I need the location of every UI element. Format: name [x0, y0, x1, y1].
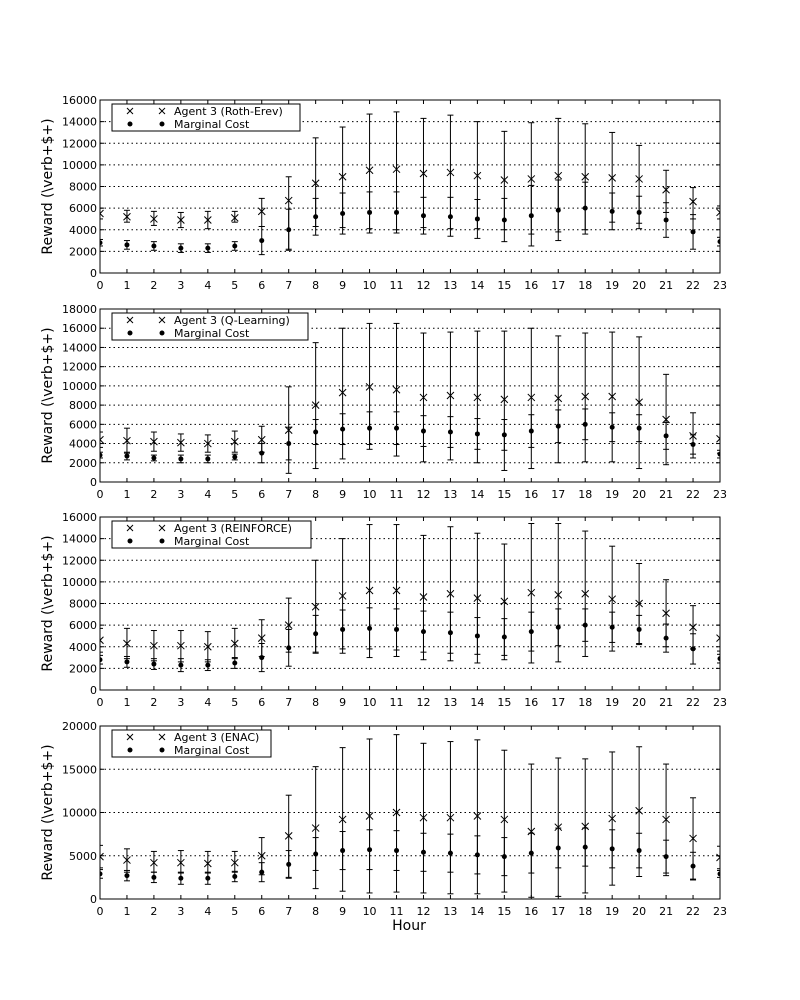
- data-point-dot: [259, 238, 264, 243]
- data-point-dot: [178, 456, 183, 461]
- data-point-dot: [178, 246, 183, 251]
- series-marginal-cost: [97, 608, 723, 672]
- data-point-dot: [718, 452, 723, 457]
- x-tick-label: 18: [578, 696, 593, 709]
- legend-dot-marker: [160, 331, 165, 336]
- data-point-dot: [98, 657, 103, 662]
- legend-dot-marker: [128, 539, 133, 544]
- y-tick-label: 4000: [69, 223, 97, 237]
- x-tick-label: 12: [416, 696, 431, 709]
- data-point-dot: [556, 424, 561, 429]
- y-tick-label: 2000: [69, 245, 97, 259]
- data-point-dot: [529, 213, 534, 218]
- x-tick-label: 8: [312, 696, 320, 709]
- legend-label: Agent 3 (REINFORCE): [174, 522, 292, 535]
- x-tick-label: 4: [204, 488, 212, 501]
- x-tick-label: 0: [96, 905, 104, 918]
- x-tick-label: 6: [258, 279, 266, 292]
- x-tick-label: 2: [150, 696, 158, 709]
- data-point-dot: [637, 210, 642, 215]
- x-tick-label: 19: [605, 488, 620, 501]
- data-point-dot: [98, 453, 103, 458]
- data-point-dot: [205, 663, 210, 668]
- data-point-dot: [475, 633, 480, 638]
- data-point-dot: [232, 243, 237, 248]
- data-point-dot: [664, 218, 669, 223]
- data-point-dot: [421, 850, 426, 855]
- y-tick-label: 2000: [69, 662, 97, 676]
- y-tick-label: 8000: [69, 597, 97, 611]
- data-point-dot: [394, 848, 399, 853]
- x-tick-label: 20: [632, 905, 647, 918]
- x-tick-label: 9: [339, 488, 347, 501]
- x-tick-label: 19: [605, 905, 620, 918]
- x-tick-label: 21: [659, 905, 674, 918]
- legend-label: Marginal Cost: [174, 118, 250, 131]
- x-tick-label: 11: [389, 905, 404, 918]
- y-tick-label: 4000: [69, 437, 97, 451]
- legend-label: Agent 3 (ENAC): [174, 731, 260, 744]
- data-point-dot: [421, 213, 426, 218]
- x-tick-label: 13: [443, 696, 458, 709]
- x-tick-label: 14: [470, 696, 485, 709]
- legend-dot-marker: [160, 122, 165, 127]
- x-tick-label: 12: [416, 905, 431, 918]
- data-point-dot: [448, 430, 453, 435]
- x-tick-label: 7: [285, 279, 293, 292]
- x-tick-label: 16: [524, 279, 539, 292]
- data-point-dot: [556, 845, 561, 850]
- y-tick-label: 12000: [62, 137, 97, 151]
- data-point-dot: [475, 216, 480, 221]
- x-tick-label: 21: [659, 279, 674, 292]
- data-point-dot: [583, 206, 588, 211]
- data-point-dot: [313, 214, 318, 219]
- data-point-dot: [313, 852, 318, 857]
- y-tick-label: 10000: [62, 379, 97, 393]
- x-tick-label: 2: [150, 488, 158, 501]
- data-point-dot: [421, 429, 426, 434]
- x-tick-label: 15: [497, 696, 512, 709]
- legend: [112, 104, 300, 131]
- x-tick-label: 15: [497, 905, 512, 918]
- x-tick-label: 3: [177, 696, 185, 709]
- x-tick-label: 20: [632, 488, 647, 501]
- x-tick-label: 4: [204, 279, 212, 292]
- data-point-dot: [313, 430, 318, 435]
- y-tick-label: 10000: [62, 158, 97, 172]
- x-tick-label: 23: [713, 696, 727, 709]
- data-point-dot: [502, 432, 507, 437]
- data-point-dot: [259, 870, 264, 875]
- data-point-dot: [340, 848, 345, 853]
- x-tick-label: 22: [686, 279, 701, 292]
- series-marginal-cost: [97, 180, 723, 255]
- data-point-dot: [98, 240, 103, 245]
- data-point-dot: [691, 864, 696, 869]
- data-point-dot: [448, 214, 453, 219]
- data-point-dot: [124, 454, 129, 459]
- x-tick-label: 0: [96, 279, 104, 292]
- data-point-dot: [691, 229, 696, 234]
- data-point-dot: [529, 851, 534, 856]
- data-point-dot: [637, 848, 642, 853]
- data-point-dot: [340, 427, 345, 432]
- y-tick-label: 6000: [69, 619, 97, 633]
- legend-label: Marginal Cost: [174, 535, 250, 548]
- y-tick-label: 6000: [69, 418, 97, 432]
- x-tick-label: 20: [632, 279, 647, 292]
- x-tick-label: 23: [713, 488, 727, 501]
- x-tick-label: 3: [177, 279, 185, 292]
- series-agent: [97, 112, 724, 249]
- y-tick-label: 16000: [62, 511, 97, 524]
- y-tick-label: 16000: [62, 94, 97, 107]
- x-tick-label: 9: [339, 696, 347, 709]
- y-tick-label: 10000: [62, 575, 97, 589]
- data-point-dot: [637, 426, 642, 431]
- data-point-dot: [313, 631, 318, 636]
- data-point-dot: [286, 862, 291, 867]
- data-point-dot: [232, 874, 237, 879]
- data-point-dot: [664, 433, 669, 438]
- data-point-dot: [286, 441, 291, 446]
- data-point-dot: [205, 456, 210, 461]
- x-tick-label: 14: [470, 488, 485, 501]
- data-point-dot: [421, 629, 426, 634]
- legend-dot-marker: [128, 331, 133, 336]
- y-tick-label: 0: [90, 893, 97, 906]
- x-tick-label: 0: [96, 488, 104, 501]
- legend-label: Agent 3 (Roth-Erev): [174, 105, 283, 118]
- data-point-dot: [205, 246, 210, 251]
- x-tick-label: 10: [362, 905, 377, 918]
- x-tick-label: 16: [524, 488, 539, 501]
- data-point-dot: [124, 659, 129, 664]
- x-tick-label: 20: [632, 696, 647, 709]
- x-tick-label: 17: [551, 488, 566, 501]
- legend: [112, 313, 308, 340]
- y-tick-label: 14000: [62, 115, 97, 129]
- x-tick-label: 19: [605, 279, 620, 292]
- legend-dot-marker: [160, 748, 165, 753]
- chart-panel-3: [40, 511, 727, 709]
- chart-panel-2: [40, 303, 727, 501]
- x-tick-label: 2: [150, 905, 158, 918]
- y-tick-label: 15000: [62, 763, 97, 777]
- y-tick-label: 12000: [62, 360, 97, 374]
- y-tick-label: 5000: [69, 849, 97, 863]
- x-tick-label: 19: [605, 696, 620, 709]
- x-tick-label: 8: [312, 905, 320, 918]
- series-agent: [97, 323, 724, 473]
- x-tick-label: 22: [686, 488, 701, 501]
- data-point-dot: [286, 227, 291, 232]
- legend: [112, 730, 271, 757]
- x-tick-label: 13: [443, 488, 458, 501]
- x-tick-label: 6: [258, 488, 266, 501]
- data-point-dot: [286, 645, 291, 650]
- x-tick-label: 22: [686, 905, 701, 918]
- data-point-dot: [394, 426, 399, 431]
- legend-dot-marker: [128, 122, 133, 127]
- data-point-dot: [502, 218, 507, 223]
- data-point-dot: [664, 854, 669, 859]
- y-axis-label: Reward (\verb+$+): [40, 118, 56, 255]
- data-point-dot: [583, 422, 588, 427]
- data-point-dot: [583, 623, 588, 628]
- data-point-dot: [610, 209, 615, 214]
- x-tick-label: 5: [231, 905, 239, 918]
- data-point-dot: [232, 660, 237, 665]
- legend-label: Marginal Cost: [174, 327, 250, 340]
- x-tick-label: 10: [362, 488, 377, 501]
- data-point-dot: [610, 625, 615, 630]
- data-point-dot: [637, 627, 642, 632]
- data-point-dot: [448, 630, 453, 635]
- x-tick-label: 17: [551, 696, 566, 709]
- legend-label: Marginal Cost: [174, 744, 250, 757]
- data-point-dot: [205, 876, 210, 881]
- x-tick-label: 7: [285, 488, 293, 501]
- plot-area: [97, 735, 724, 898]
- x-tick-label: 3: [177, 905, 185, 918]
- data-point-dot: [98, 871, 103, 876]
- x-tick-label: 11: [389, 279, 404, 292]
- data-point-dot: [178, 876, 183, 881]
- x-tick-label: 18: [578, 279, 593, 292]
- y-tick-label: 0: [90, 684, 97, 697]
- x-tick-label: 5: [231, 696, 239, 709]
- x-tick-label: 1: [123, 696, 131, 709]
- data-point-dot: [718, 239, 723, 244]
- x-tick-label: 7: [285, 905, 293, 918]
- data-point-dot: [475, 852, 480, 857]
- data-point-dot: [502, 854, 507, 859]
- data-point-dot: [259, 655, 264, 660]
- data-point-dot: [556, 208, 561, 213]
- x-axis-label: Hour: [392, 918, 426, 934]
- x-tick-label: 0: [96, 696, 104, 709]
- x-tick-label: 18: [578, 905, 593, 918]
- x-tick-label: 21: [659, 696, 674, 709]
- data-point-dot: [151, 662, 156, 667]
- x-tick-label: 3: [177, 488, 185, 501]
- x-tick-label: 4: [204, 696, 212, 709]
- data-point-dot: [664, 636, 669, 641]
- data-point-dot: [529, 629, 534, 634]
- data-point-dot: [178, 663, 183, 668]
- data-point-dot: [556, 625, 561, 630]
- series-agent: [97, 735, 724, 898]
- x-tick-label: 14: [470, 279, 485, 292]
- y-tick-label: 14000: [62, 341, 97, 355]
- y-tick-label: 0: [90, 267, 97, 280]
- y-tick-label: 4000: [69, 640, 97, 654]
- x-tick-label: 14: [470, 905, 485, 918]
- legend-dot-marker: [128, 748, 133, 753]
- y-tick-label: 6000: [69, 202, 97, 216]
- data-point-dot: [502, 635, 507, 640]
- y-tick-label: 14000: [62, 532, 97, 546]
- x-tick-label: 6: [258, 696, 266, 709]
- data-point-dot: [529, 429, 534, 434]
- y-tick-label: 18000: [62, 303, 97, 316]
- data-point-dot: [367, 426, 372, 431]
- y-tick-label: 0: [90, 476, 97, 489]
- x-tick-label: 15: [497, 488, 512, 501]
- plot-area: [97, 112, 724, 255]
- x-tick-label: 18: [578, 488, 593, 501]
- data-point-dot: [259, 451, 264, 456]
- data-point-dot: [124, 873, 129, 878]
- x-tick-label: 11: [389, 696, 404, 709]
- data-point-dot: [610, 425, 615, 430]
- x-tick-label: 1: [123, 279, 131, 292]
- y-tick-label: 12000: [62, 554, 97, 568]
- data-point-dot: [124, 242, 129, 247]
- x-tick-label: 11: [389, 488, 404, 501]
- y-tick-label: 10000: [62, 806, 97, 820]
- x-tick-label: 6: [258, 905, 266, 918]
- y-axis-label: Reward (\verb+$+): [40, 744, 56, 881]
- x-tick-label: 9: [339, 279, 347, 292]
- data-point-dot: [340, 627, 345, 632]
- chart-panel-4: [40, 720, 727, 918]
- data-point-dot: [691, 646, 696, 651]
- data-point-dot: [340, 211, 345, 216]
- data-point-dot: [718, 871, 723, 876]
- data-point-dot: [394, 210, 399, 215]
- x-tick-label: 16: [524, 905, 539, 918]
- x-tick-label: 2: [150, 279, 158, 292]
- series-marginal-cost: [97, 409, 723, 463]
- data-point-dot: [151, 455, 156, 460]
- x-tick-label: 13: [443, 279, 458, 292]
- x-tick-label: 12: [416, 279, 431, 292]
- x-tick-label: 10: [362, 279, 377, 292]
- data-point-dot: [367, 626, 372, 631]
- x-tick-label: 23: [713, 905, 727, 918]
- x-tick-label: 15: [497, 279, 512, 292]
- x-tick-label: 1: [123, 905, 131, 918]
- x-tick-label: 17: [551, 279, 566, 292]
- x-tick-label: 1: [123, 488, 131, 501]
- data-point-dot: [448, 851, 453, 856]
- y-tick-label: 20000: [62, 720, 97, 733]
- data-point-dot: [691, 442, 696, 447]
- data-point-dot: [151, 243, 156, 248]
- x-tick-label: 9: [339, 905, 347, 918]
- legend: [112, 521, 311, 548]
- x-tick-label: 7: [285, 696, 293, 709]
- y-tick-label: 8000: [69, 399, 97, 413]
- x-tick-label: 13: [443, 905, 458, 918]
- x-tick-label: 12: [416, 488, 431, 501]
- data-point-dot: [232, 455, 237, 460]
- x-tick-label: 16: [524, 696, 539, 709]
- chart-panel-1: [40, 94, 727, 292]
- x-tick-label: 21: [659, 488, 674, 501]
- data-point-dot: [151, 875, 156, 880]
- x-tick-label: 17: [551, 905, 566, 918]
- x-tick-label: 23: [713, 279, 727, 292]
- x-tick-label: 8: [312, 279, 320, 292]
- x-tick-label: 4: [204, 905, 212, 918]
- legend-label: Agent 3 (Q-Learning): [174, 314, 290, 327]
- data-point-dot: [718, 656, 723, 661]
- x-tick-label: 5: [231, 488, 239, 501]
- data-point-dot: [583, 845, 588, 850]
- data-point-dot: [367, 210, 372, 215]
- data-point-dot: [367, 847, 372, 852]
- legend-dot-marker: [160, 539, 165, 544]
- x-tick-label: 22: [686, 696, 701, 709]
- x-tick-label: 5: [231, 279, 239, 292]
- y-tick-label: 16000: [62, 322, 97, 336]
- data-point-dot: [610, 846, 615, 851]
- data-point-dot: [475, 431, 480, 436]
- x-tick-label: 8: [312, 488, 320, 501]
- y-tick-label: 2000: [69, 456, 97, 470]
- y-tick-label: 8000: [69, 180, 97, 194]
- x-tick-label: 10: [362, 696, 377, 709]
- data-point-dot: [394, 627, 399, 632]
- y-axis-label: Reward (\verb+$+): [40, 327, 56, 464]
- plot-area: [97, 323, 724, 473]
- y-axis-label: Reward (\verb+$+): [40, 535, 56, 672]
